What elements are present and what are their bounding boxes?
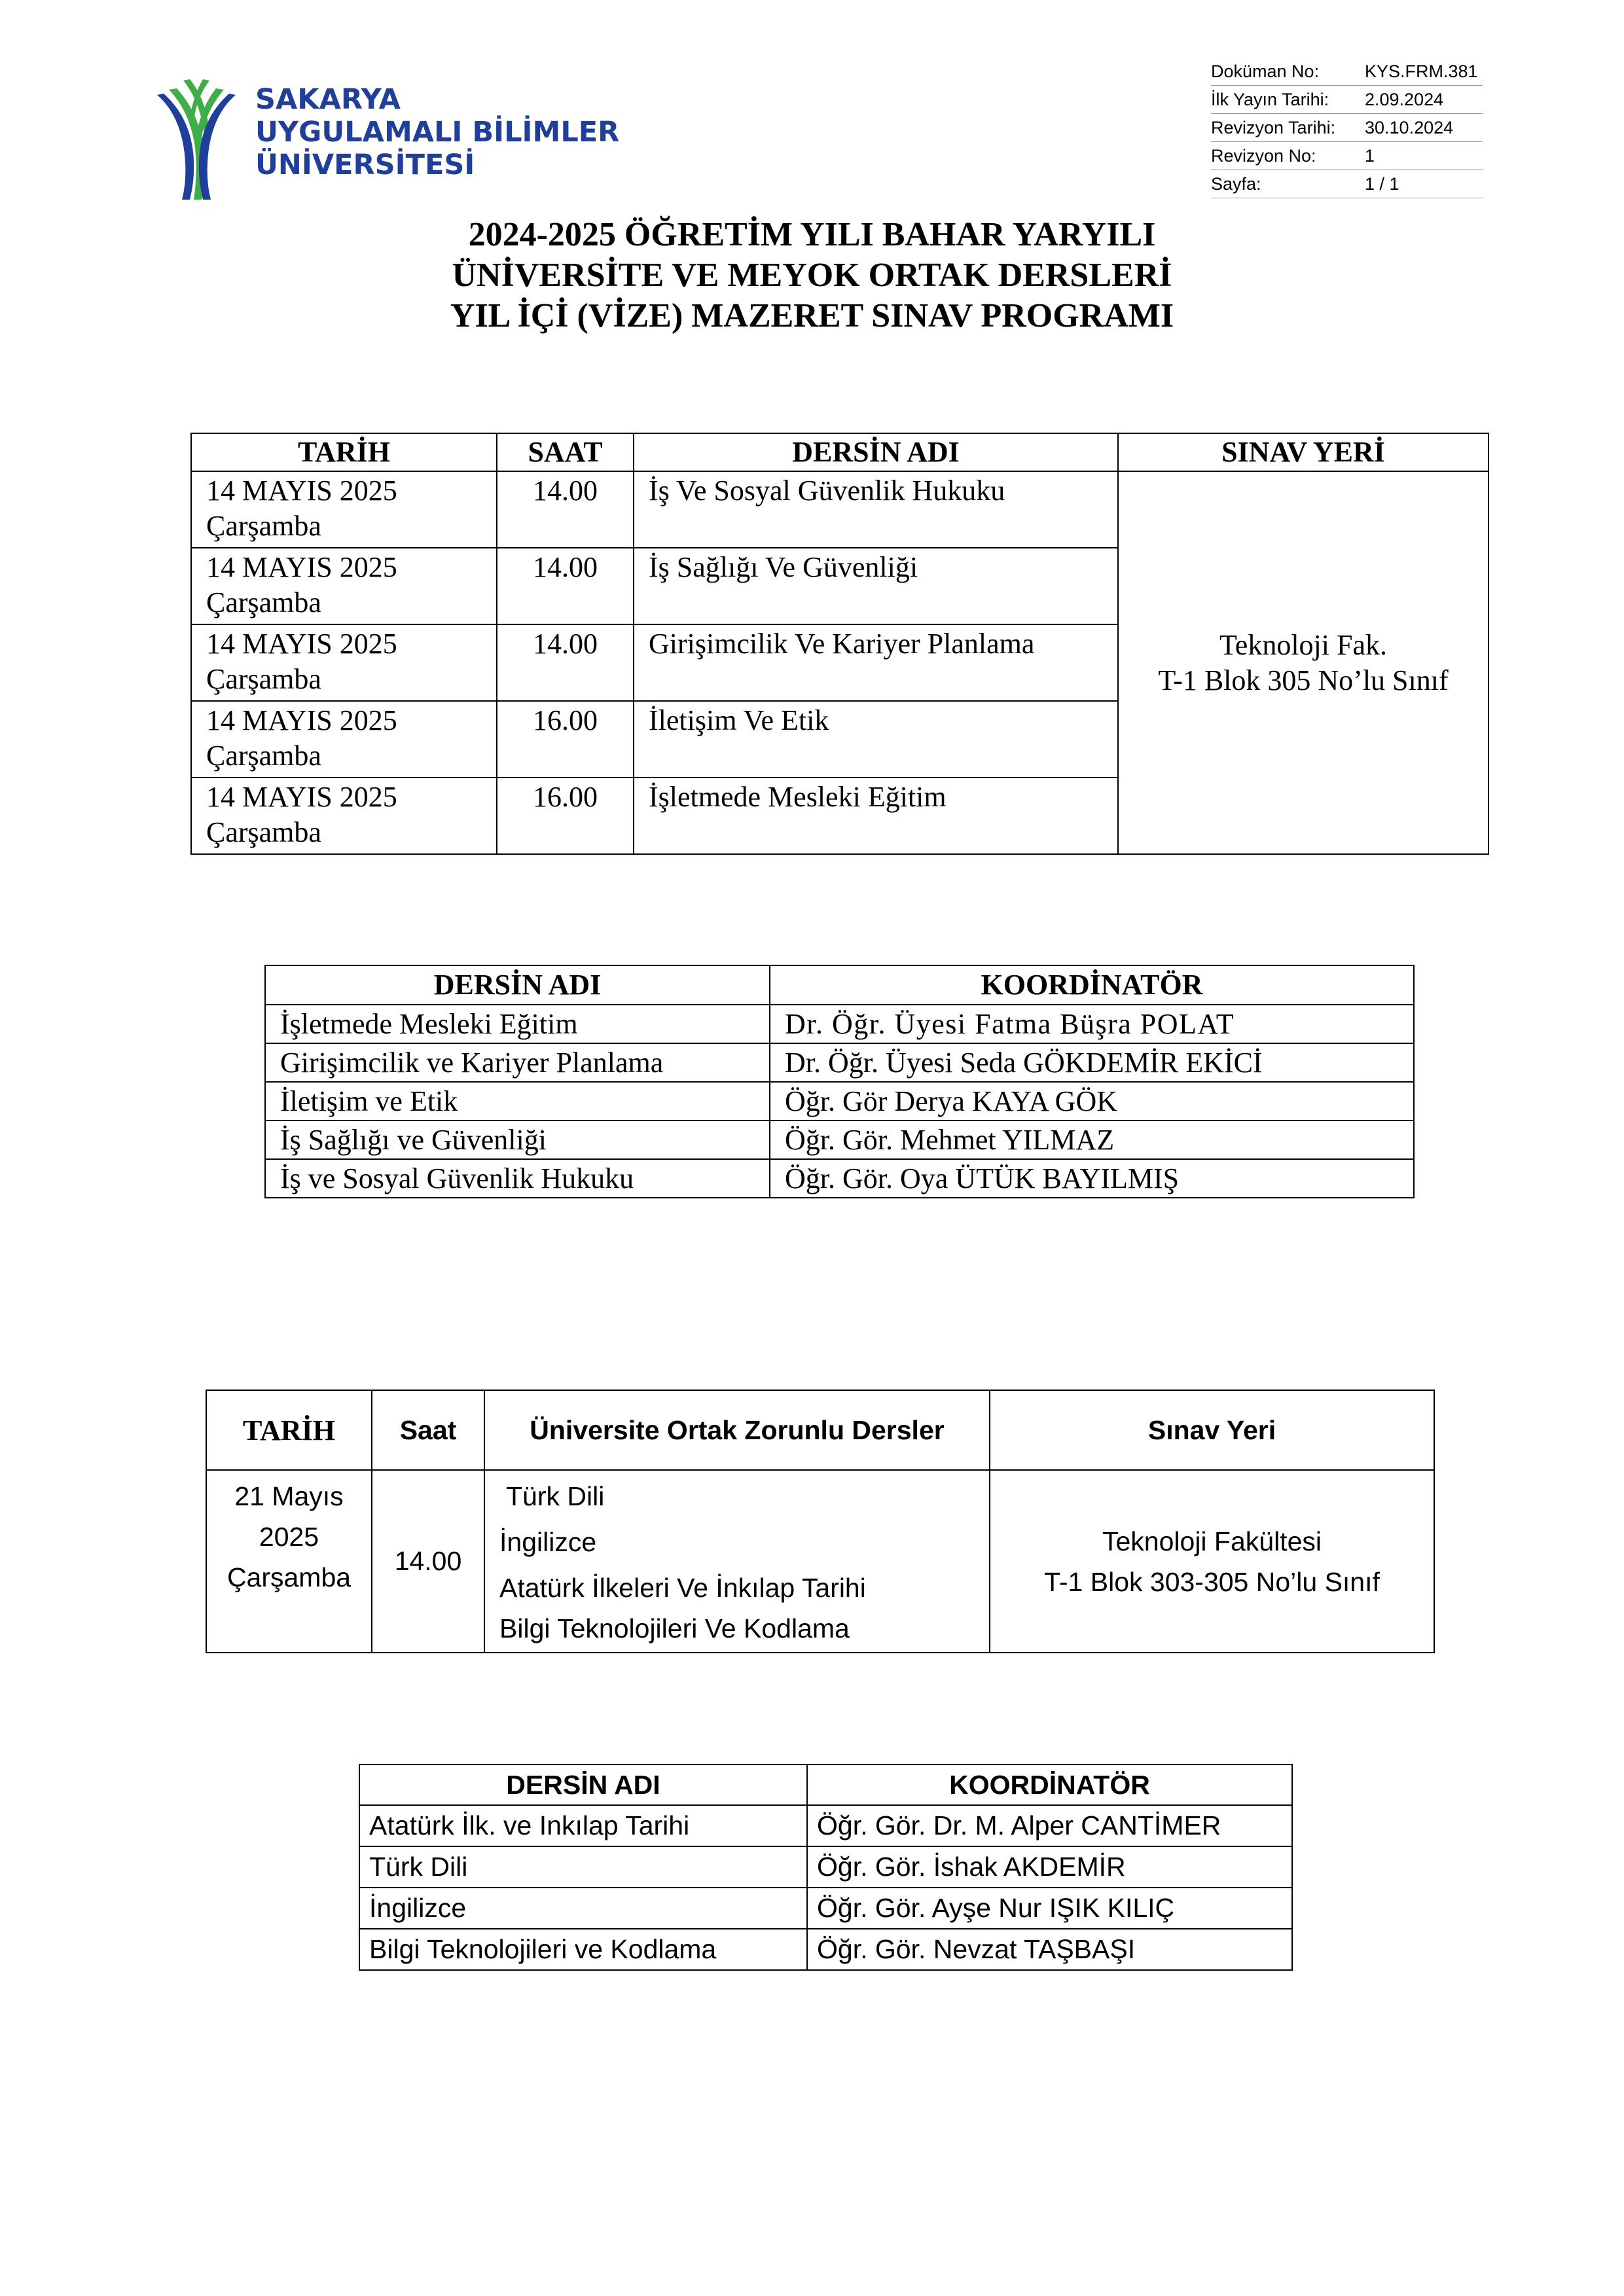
coordinator-table-1 (264, 965, 1415, 1198)
day-text: Çarşamba (206, 816, 321, 848)
coordinator-cell: Dr. Öğr. Üyesi Seda GÖKDEMİR EKİCİ (770, 1043, 1414, 1082)
coordinator-cell: Dr. Öğr. Üyesi Fatma Büşra POLAT (770, 1005, 1414, 1043)
header-coordinator: KOORDİNATÖR (807, 1765, 1292, 1805)
header-coordinator: KOORDİNATÖR (770, 965, 1414, 1005)
course-cell: İşletmede Mesleki Eğitim (634, 778, 1118, 854)
date-cell (191, 701, 497, 778)
header-course: Üniversite Ortak Zorunlu Dersler (484, 1390, 990, 1470)
table-header-row (265, 965, 1414, 1005)
document-info-table (1211, 58, 1483, 198)
date-text: 14 MAYIS 2025 (206, 704, 397, 736)
table-row (265, 1043, 1414, 1082)
header-course: DERSİN ADI (265, 965, 770, 1005)
doc-info-value: 2.09.2024 (1365, 86, 1483, 114)
title-line-3: YIL İÇİ (VİZE) MAZERET SINAV PROGRAMI (450, 297, 1174, 334)
doc-info-value: 1 / 1 (1365, 170, 1483, 198)
doc-info-value: 1 (1365, 142, 1483, 170)
header-course: DERSİN ADI (359, 1765, 807, 1805)
coordinator-cell: Öğr. Gör. Dr. M. Alper CANTİMER (807, 1805, 1292, 1846)
doc-info-value: 30.10.2024 (1365, 114, 1483, 142)
time-cell: 14.00 (497, 471, 634, 548)
university-logo (144, 75, 620, 206)
course-cell: Türk Dili (359, 1846, 807, 1888)
table-row (265, 1159, 1414, 1198)
table-row (359, 1929, 1292, 1970)
course-cell: Bilgi Teknolojileri ve Kodlama (359, 1929, 807, 1970)
exam-schedule-table (190, 433, 1489, 855)
doc-info-row (1211, 58, 1483, 86)
table-row (191, 471, 1489, 548)
title-line-2: ÜNİVERSİTE VE MEYOK ORTAK DERSLERİ (452, 257, 1172, 294)
header-place: SINAV YERİ (1118, 433, 1489, 471)
table-row (265, 1082, 1414, 1121)
exam-place-cell (990, 1470, 1434, 1653)
courses-cell (484, 1470, 990, 1653)
table-row (359, 1888, 1292, 1929)
logo-text-line-2: UYGULAMALI BİLİMLER (255, 116, 620, 149)
place-line-1: Teknoloji Fak. (1219, 628, 1387, 661)
header-date: TARİH (191, 433, 497, 471)
course-cell: İş Sağlığı Ve Güvenliği (634, 548, 1118, 624)
date-text: 14 MAYIS 2025 (206, 628, 397, 660)
coordinator-cell: Öğr. Gör. Nevzat TAŞBAŞI (807, 1929, 1292, 1970)
date-cell (191, 778, 497, 854)
university-exam-table (206, 1390, 1435, 1653)
date-line-1: 21 Mayıs (234, 1481, 344, 1511)
course-item: Atatürk İlkeleri Ve İnkılap Tarihi (499, 1573, 866, 1603)
course-item: Türk Dili (506, 1481, 605, 1511)
date-cell (206, 1470, 372, 1653)
day-text: Çarşamba (206, 740, 321, 772)
course-cell: Atatürk İlk. ve Inkılap Tarihi (359, 1805, 807, 1846)
coordinator-cell: Öğr. Gör. Mehmet YILMAZ (770, 1121, 1414, 1159)
time-cell: 16.00 (497, 778, 634, 854)
time-cell: 14.00 (497, 548, 634, 624)
table-row (359, 1805, 1292, 1846)
header-time: SAAT (497, 433, 634, 471)
course-cell: İngilizce (359, 1888, 807, 1929)
course-cell: İş ve Sosyal Güvenlik Hukuku (265, 1159, 770, 1198)
course-cell: Girişimcilik ve Kariyer Planlama (265, 1043, 770, 1082)
logo-text-line-3: ÜNİVERSİTESİ (255, 149, 475, 181)
date-line-2: 2025 (259, 1522, 319, 1552)
course-cell: İletişim ve Etik (265, 1082, 770, 1121)
date-text: 14 MAYIS 2025 (206, 781, 397, 813)
time-cell: 16.00 (497, 701, 634, 778)
table-header-row (359, 1765, 1292, 1805)
date-line-3: Çarşamba (226, 1562, 352, 1592)
time-cell: 14.00 (497, 624, 634, 701)
table-row (359, 1846, 1292, 1888)
coordinator-table-2 (359, 1764, 1293, 1971)
title-line-1: 2024-2025 ÖĞRETİM YILI BAHAR YARYILI (468, 216, 1156, 253)
course-item: İngilizce (499, 1527, 597, 1557)
doc-info-label: İlk Yayın Tarihi: (1211, 86, 1365, 114)
doc-info-row (1211, 170, 1483, 198)
logo-text-line-1: SAKARYA (255, 83, 401, 116)
header-date: TARİH (206, 1390, 372, 1470)
doc-info-label: Revizyon Tarihi: (1211, 114, 1365, 142)
header-time: Saat (372, 1390, 484, 1470)
doc-info-value: KYS.FRM.381 (1365, 58, 1483, 86)
table-header-row (206, 1390, 1434, 1470)
day-text: Çarşamba (206, 510, 321, 542)
doc-info-label: Doküman No: (1211, 58, 1365, 86)
coordinator-cell: Öğr. Gör. İshak AKDEMİR (807, 1846, 1292, 1888)
date-cell (191, 471, 497, 548)
place-line-1: Teknoloji Fakültesi (1102, 1526, 1322, 1556)
doc-info-row (1211, 114, 1483, 142)
course-cell: Girişimcilik Ve Kariyer Planlama (634, 624, 1118, 701)
date-cell (191, 548, 497, 624)
date-text: 14 MAYIS 2025 (206, 551, 397, 583)
header-place: Sınav Yeri (990, 1390, 1434, 1470)
date-cell (191, 624, 497, 701)
doc-info-label: Sayfa: (1211, 170, 1365, 198)
day-text: Çarşamba (206, 586, 321, 619)
coordinator-cell: Öğr. Gör. Oya ÜTÜK BAYILMIŞ (770, 1159, 1414, 1198)
page-title (0, 215, 1624, 336)
table-row (265, 1121, 1414, 1159)
doc-info-row (1211, 142, 1483, 170)
course-cell: İşletmede Mesleki Eğitim (265, 1005, 770, 1043)
coordinator-cell: Öğr. Gör. Ayşe Nur IŞIK KILIÇ (807, 1888, 1292, 1929)
coordinator-cell: Öğr. Gör Derya KAYA GÖK (770, 1082, 1414, 1121)
table-row (206, 1470, 1434, 1653)
doc-info-row (1211, 86, 1483, 114)
place-line-2: T-1 Blok 305 No’lu Sınıf (1158, 664, 1449, 696)
place-line-2: T-1 Blok 303-305 No’lu Sınıf (1044, 1566, 1380, 1597)
time-cell: 14.00 (372, 1470, 484, 1653)
day-text: Çarşamba (206, 663, 321, 695)
doc-info-label: Revizyon No: (1211, 142, 1365, 170)
date-text: 14 MAYIS 2025 (206, 475, 397, 507)
course-item: Bilgi Teknolojileri Ve Kodlama (499, 1613, 850, 1643)
course-cell: İş Sağlığı ve Güvenliği (265, 1121, 770, 1159)
logo-emblem-icon (144, 75, 249, 206)
exam-place-cell (1118, 471, 1489, 854)
course-cell: İletişim Ve Etik (634, 701, 1118, 778)
table-row (265, 1005, 1414, 1043)
header-course: DERSİN ADI (634, 433, 1118, 471)
course-cell: İş Ve Sosyal Güvenlik Hukuku (634, 471, 1118, 548)
table-header-row (191, 433, 1489, 471)
